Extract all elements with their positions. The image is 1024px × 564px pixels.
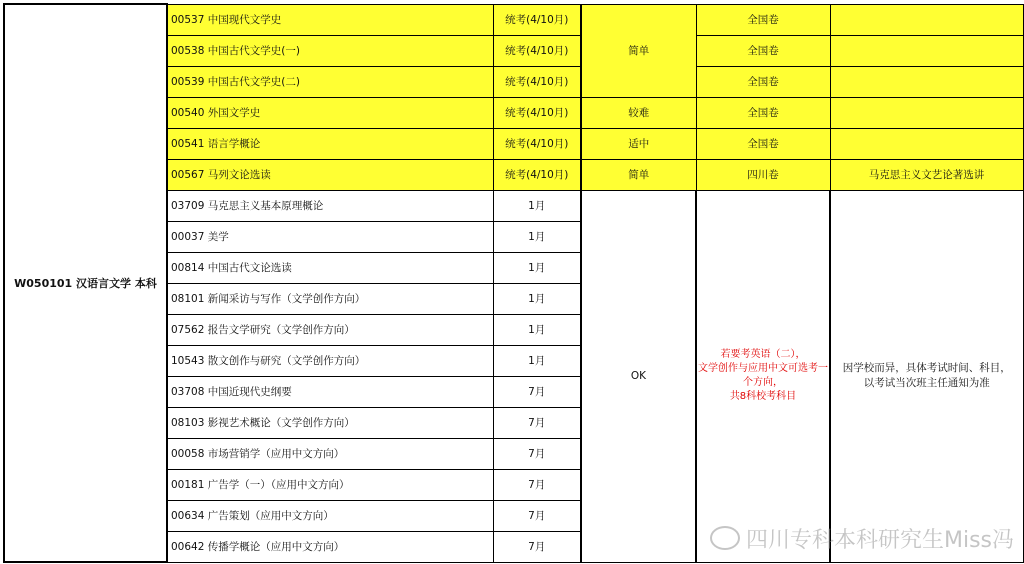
exam-time: 统考(4/10月) xyxy=(493,4,581,35)
exam-time: 统考(4/10月) xyxy=(493,128,581,159)
course-name: 00037 美学 xyxy=(167,221,493,252)
exam-time: 7月 xyxy=(493,376,581,407)
course-name: 00058 市场营销学（应用中文方向） xyxy=(167,438,493,469)
remark xyxy=(830,128,1023,159)
exam-region: 全国卷 xyxy=(696,66,830,97)
exam-region: 全国卷 xyxy=(696,97,830,128)
exam-time: 1月 xyxy=(493,190,581,221)
exam-time: 1月 xyxy=(493,252,581,283)
exam-time: 1月 xyxy=(493,283,581,314)
exam-time: 7月 xyxy=(493,407,581,438)
course-name: 00537 中国现代文学史 xyxy=(167,4,493,35)
course-name: 07562 报告文学研究（文学创作方向） xyxy=(167,314,493,345)
exam-note xyxy=(696,190,830,562)
remark xyxy=(830,97,1023,128)
course-name: 00181 广告学（一）（应用中文方向） xyxy=(167,469,493,500)
course-name: 00541 语言学概论 xyxy=(167,128,493,159)
course-name: 03708 中国近现代史纲要 xyxy=(167,376,493,407)
difficulty: 适中 xyxy=(581,128,696,159)
exam-region: 全国卷 xyxy=(696,4,830,35)
exam-time: 统考(4/10月) xyxy=(493,66,581,97)
difficulty: 简单 xyxy=(581,159,696,190)
exam-time: 1月 xyxy=(493,221,581,252)
exam-time: 7月 xyxy=(493,438,581,469)
course-name: 00538 中国古代文学史(一) xyxy=(167,35,493,66)
weibo-icon xyxy=(710,526,740,550)
remark xyxy=(830,66,1023,97)
table-row xyxy=(4,4,1023,35)
course-name: 00539 中国古代文学史(二) xyxy=(167,66,493,97)
exam-time: 1月 xyxy=(493,345,581,376)
course-name: 00642 传播学概论（应用中文方向） xyxy=(167,531,493,562)
exam-time: 统考(4/10月) xyxy=(493,159,581,190)
watermark xyxy=(710,523,1014,554)
exam-region: 全国卷 xyxy=(696,35,830,66)
course-name: 10543 散文创作与研究（文学创作方向） xyxy=(167,345,493,376)
exam-region: 全国卷 xyxy=(696,128,830,159)
remark-line: 以考试当次班主任通知为准 xyxy=(863,377,990,389)
remark: 马克思主义文艺论著选讲 xyxy=(830,159,1023,190)
note-line: 文学创作与应用中文可选考一个方向， xyxy=(698,363,828,388)
remark-line: 因学校而异，具体考试时间、科目， xyxy=(842,362,1011,374)
difficulty: 简单 xyxy=(581,4,696,97)
exam-region: 四川卷 xyxy=(696,159,830,190)
course-name: 00634 广告策划（应用中文方向） xyxy=(167,500,493,531)
exam-time: 7月 xyxy=(493,531,581,562)
note-line: 若要考英语（二）， xyxy=(720,349,806,360)
exam-time: 统考(4/10月) xyxy=(493,35,581,66)
watermark-text: 四川专科本科研究生Miss冯 xyxy=(745,528,1014,553)
course-name: 00540 外国文学史 xyxy=(167,97,493,128)
course-name: 03709 马克思主义基本原理概论 xyxy=(167,190,493,221)
exam-time: 1月 xyxy=(493,314,581,345)
exam-time: 7月 xyxy=(493,500,581,531)
course-name: 00814 中国古代文论选读 xyxy=(167,252,493,283)
exam-time: 7月 xyxy=(493,469,581,500)
exam-schedule-table xyxy=(3,3,1024,563)
remark xyxy=(830,35,1023,66)
note-line: 共8科校考科目 xyxy=(729,391,797,402)
remark-merged xyxy=(830,190,1023,562)
difficulty: 较难 xyxy=(581,97,696,128)
course-name: 00567 马列文论选读 xyxy=(167,159,493,190)
major-name: W050101 汉语言文学 本科 xyxy=(4,4,167,562)
course-name: 08103 影视艺术概论（文学创作方向） xyxy=(167,407,493,438)
exam-time: 统考(4/10月) xyxy=(493,97,581,128)
remark xyxy=(830,4,1023,35)
difficulty: OK xyxy=(581,190,696,562)
course-name: 08101 新闻采访与写作（文学创作方向） xyxy=(167,283,493,314)
